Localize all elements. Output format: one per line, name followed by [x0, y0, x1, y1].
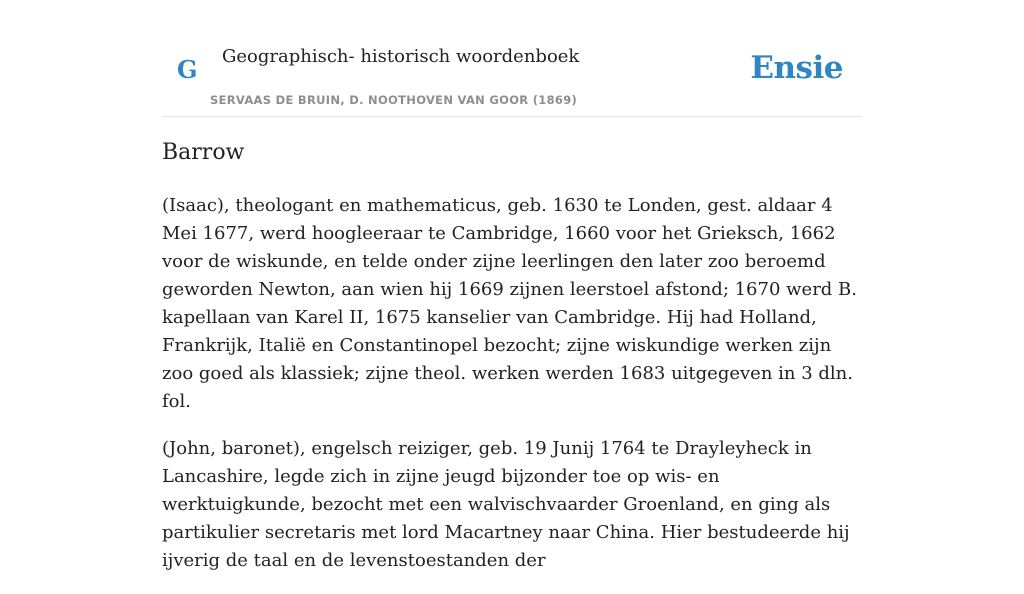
entry-paragraph: (John, baronet), engelsch reiziger, geb. 19 Junij 1764 te Drayleyheck in Lancashire, legde zich in zijne jeugd bijzonder toe op wis- en werktuigkunde, bezocht met een walvischvaarder Groenland, en ging als partikulier secretaris met lord Macartney naar China. Hier bestudeerde hij ijverig de taal en de levenstoestanden der: [162, 438, 850, 571]
page-content: [162, 0, 862, 571]
page-header: [162, 0, 862, 117]
ensie-logo[interactable]: Ensie: [750, 50, 843, 86]
entry-title: Barrow: [162, 140, 245, 165]
book-title-link[interactable]: Geographisch- historisch woordenboek: [222, 46, 580, 67]
source-logo[interactable]: G: [177, 55, 198, 84]
entry-body: [162, 192, 862, 594]
entry-paragraph: (Isaac), theologant en mathematicus, geb. 1630 te Londen, gest. aldaar 4 Mei 1677, werd hoogleeraar te Cambridge, 1660 voor het Grieksch, 1662 voor de wiskunde, en telde onder zijne leerlingen den later zoo beroemd geworden Newton, aan wien hij 1669 zijnen leerstoel afstond; 1670 werd B. kapellaan van Karel II, 1675 kanselier van Cambridge. Hij had Holland, Frankrijk, Italië en Constantinopel bezocht; zijne wiskundige werken zijn zoo goed als klassiek; zijne theol. werken werden 1683 uitgegeven in 3 dln. fol.: [162, 195, 857, 412]
book-authors: SERVAAS DE BRUIN, D. NOOTHOVEN VAN GOOR (1869): [210, 93, 578, 107]
